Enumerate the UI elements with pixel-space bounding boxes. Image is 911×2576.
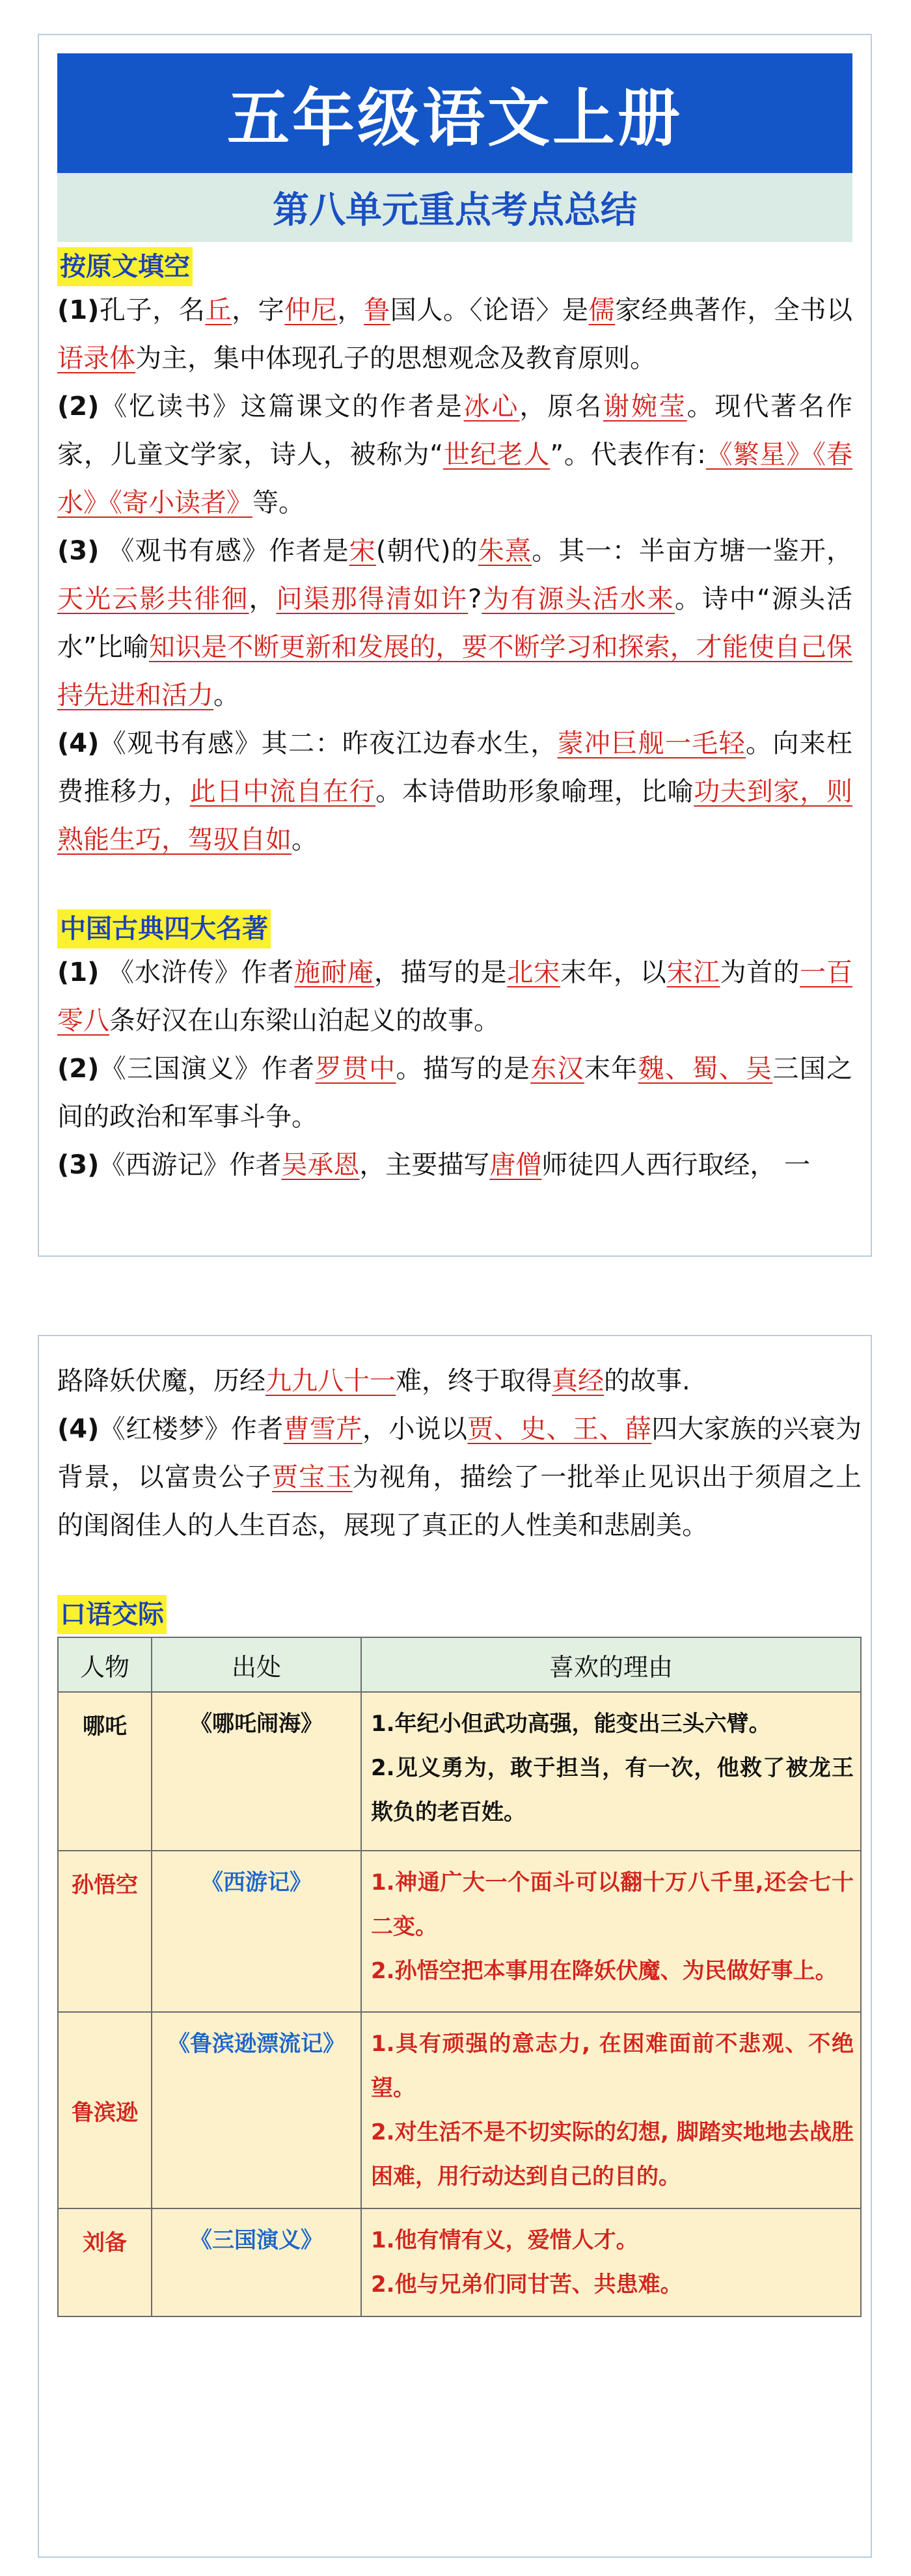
header-source: 出处 xyxy=(152,1637,361,1692)
table-header-row xyxy=(58,1637,861,1692)
header-reason: 喜欢的理由 xyxy=(361,1637,861,1692)
section-fill-blank: 按原文填空 xyxy=(57,247,193,286)
page-1-content xyxy=(57,53,852,1189)
table-row xyxy=(58,2208,861,2316)
table-row xyxy=(58,2012,861,2208)
character-table xyxy=(57,1637,862,2317)
table-row xyxy=(58,1851,861,2012)
cell-book: 《三国演义》 xyxy=(152,2208,361,2316)
page-2-content xyxy=(57,1357,862,2317)
fill-item-3: (3) 《观书有感》作者是宋(朝代)的朱熹。其一：半亩方塘一鉴开，天光云影共徘徊，问渠那得清如许?为有源头活水来。诗中“源头活水”比喻知识是不断更新和发展的，要不断学习和探索，才能使自己保持先进和活力。 xyxy=(57,536,853,710)
page-subtitle: 第八单元重点考点总结 xyxy=(57,173,852,242)
section-oral-communication: 口语交际 xyxy=(57,1595,167,1634)
cell-name: 刘备 xyxy=(58,2208,152,2316)
classic-item-3-cont: 路降妖伏魔，历经九九八十一难，终于取得真经的故事. xyxy=(57,1366,690,1396)
page-title: 五年级语文上册 xyxy=(57,53,852,173)
cell-book: 《鲁滨逊漂流记》 xyxy=(152,2012,361,2208)
classic-item-4: (4)《红楼梦》作者曹雪芹，小说以贾、史、王、薛四大家族的兴衰为背景，以富贵公子贾宝玉为视角，描绘了一批举止见识出于须眉之上的闺阁佳人的人生百态，展现了真正的人性美和悲剧美。 xyxy=(57,1414,862,1540)
page-2 xyxy=(38,1335,872,2558)
cell-reason: 1.神通广大一个面斗可以翻十万八千里,还会七十二变。 2.孙悟空把本事用在降妖伏魔、为民做好事上。 xyxy=(361,1851,861,2012)
page-1 xyxy=(38,34,872,1257)
classic-item-1: (1) 《水浒传》作者施耐庵，描写的是北宋末年，以宋江为首的一百零八条好汉在山东梁山泊起义的故事。 xyxy=(57,958,853,1036)
cell-name: 孙悟空 xyxy=(58,1851,152,2012)
cell-book: 《哪吒闹海》 xyxy=(152,1692,361,1851)
header-character: 人物 xyxy=(58,1637,152,1692)
fill-item-2: (2)《忆读书》这篇课文的作者是冰心，原名谢婉莹。现代著名作家，儿童文学家，诗人，被称为“世纪老人”。代表作有:《繁星》《春水》《寄小读者》等。 xyxy=(57,392,853,518)
classic-item-3: (3)《西游记》作者吴承恩，主要描写唐僧师徒四人西行取经， 一 xyxy=(57,1150,811,1180)
fill-item-1: (1)孔子，名丘，字仲尼，鲁国人。〈论语〉是儒家经典著作，全书以语录体为主，集中体现孔子的思想观念及教育原则。 xyxy=(57,295,853,373)
cell-book: 《西游记》 xyxy=(152,1851,361,2012)
cell-name: 哪吒 xyxy=(58,1692,152,1851)
classic-item-2: (2)《三国演义》作者罗贯中。描写的是东汉末年魏、蜀、吴三国之间的政治和军事斗争。 xyxy=(57,1054,853,1132)
fill-item-4: (4)《观书有感》其二：昨夜江边春水生，蒙冲巨舰一毛轻。向来枉费推移力，此日中流自在行。本诗借助形象喻理，比喻功夫到家，则熟能生巧，驾驭自如。 xyxy=(57,729,853,855)
table-row xyxy=(58,1692,861,1851)
cell-reason: 1.年纪小但武功高强，能变出三头六臂。 2.见义勇为，敢于担当，有一次，他救了被龙王欺负的老百姓。 xyxy=(361,1692,861,1851)
cell-reason: 1.具有顽强的意志力, 在困难面前不悲观、不绝望。 2.对生活不是不切实际的幻想, 脚踏实地地去战胜困难，用行动达到自己的目的。 xyxy=(361,2012,861,2208)
cell-name: 鲁滨逊 xyxy=(58,2012,152,2208)
cell-reason: 1.他有情有义，爱惜人才。 2.他与兄弟们同甘苦、共患难。 xyxy=(361,2208,861,2316)
section-four-classics: 中国古典四大名著 xyxy=(57,909,271,948)
